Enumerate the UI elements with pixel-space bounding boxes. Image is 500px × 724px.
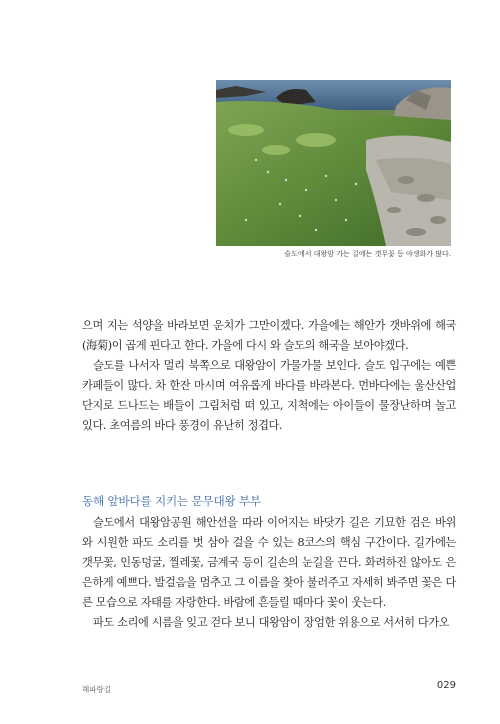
photo-caption: 슬도에서 대왕암 가는 길에는 갯무꽃 등 야생화가 많다. xyxy=(284,250,451,258)
body-text-bottom xyxy=(82,513,456,633)
paragraph: 파도 소리에 시름을 잊고 걷다 보니 대왕암이 장엄한 위용으로 서서히 다가오 xyxy=(93,616,450,629)
body-text-top xyxy=(82,316,456,436)
paragraph: 슬도에서 대왕암공원 해안선을 따라 이어지는 바닷가 길은 기묘한 검은 바위와 시원한 파도 소리를 벗 삼아 걸을 수 있는 8코스의 핵심 구간이다. 길가에는 갯무꽃, 인동덩굴, 찔레꽃, 금계국 등이 길손의 눈길을 끈다. 화려하진 않아도 은은하게 예쁘다. 발걸음을 멈추고 그 이름을 찾아 불러주고 자세히 봐주면 꽃은 다른 모습으로 자태를 자랑한다. 바람에 흔들릴 때마다 꽃이 웃는다. xyxy=(82,516,456,609)
paragraph: 으며 지는 석양을 바라보면 운치가 그만이겠다. 가을에는 해안가 갯바위에 해국(海菊)이 곱게 핀다고 한다. 가을에 다시 와 슬도의 해국을 보아야겠다. xyxy=(82,319,456,352)
page-number: 029 xyxy=(436,680,456,691)
paragraph: 슬도를 나서자 멀리 북쪽으로 대왕암이 가물가물 보인다. 슬도 입구에는 예쁜 카페들이 많다. 차 한잔 마시며 여유롭게 바다를 바라본다. 먼바다에는 울산산업단지로 드나드는 배들이 그림처럼 떠 있고, 지척에는 아이들이 물장난하며 놀고 있다. 초여름의 바다 풍경이 유난히 정겹다. xyxy=(82,359,456,432)
coastal-wildflower-photo xyxy=(216,80,451,246)
section-heading: 동해 앞바다를 지키는 문무대왕 부부 xyxy=(82,494,261,508)
running-footer: 해파랑길 xyxy=(82,685,111,694)
